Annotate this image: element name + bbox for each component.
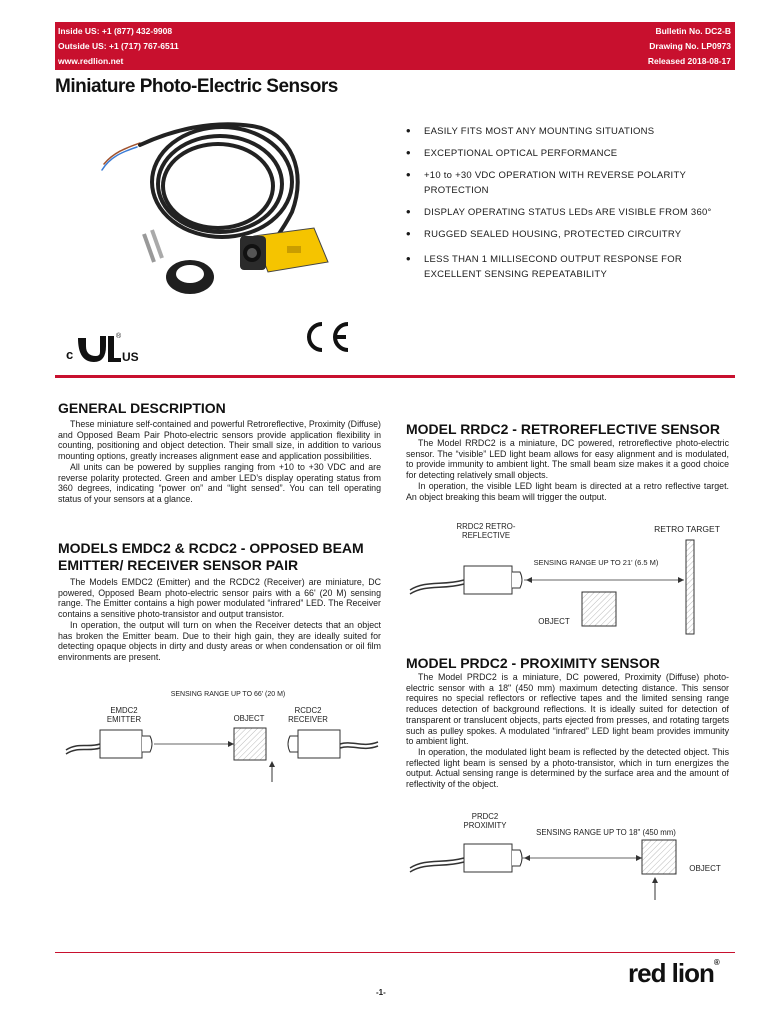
sensor-product-photo [92, 112, 352, 308]
section-divider [55, 375, 735, 378]
feature-item: • +10 to +30 VDC OPERATION WITH REVERSE POLARITY PROTECTION [406, 168, 736, 198]
retroreflective-diagram [406, 520, 736, 640]
ul-listed-logo [66, 328, 166, 368]
retroreflective-heading: MODEL RRDC2 - RETROREFLECTIVE SENSOR [406, 421, 720, 437]
general-description-text: These miniature self-contained and powerful Retroreflective, Proximity (Diffuse) and Opposed Beam Pair Photo-electric sensors provide application flexibility in counting, positioning and object detection. Their small size, in addition to various mounting options, greatly increases alignment ease and application possibilities. All units can be powered by supplies ranging from +10 to +30 VDC and are reverse polarity protected. Green and amber LED’s display operating status from 360 degrees, indicating “power on” and “light sensed”. You can tell operating status of your sensors at a glance. [58, 419, 381, 504]
proximity-drawing [406, 808, 736, 904]
feature-item: • LESS THAN 1 MILLISECOND OUTPUT RESPONSE FOR EXCELLENT SENSING REPEATABILITY [406, 252, 736, 282]
page-number: -1- [376, 988, 386, 997]
feature-item: • RUGGED SEALED HOUSING, PROTECTED CIRCUITRY [406, 227, 736, 242]
svg-text:c: c [66, 347, 74, 362]
prdc2-label: PRDC2 PROXIMITY [463, 812, 507, 830]
retro-target-label: RETRO TARGET [654, 524, 720, 534]
bulletin-number: Bulletin No. DC2-B [655, 26, 731, 36]
prox-range-label: SENSING RANGE UP TO 18" (450 mm) [536, 828, 676, 837]
opposed-beam-diagram [58, 690, 388, 782]
mounting-nut [166, 260, 214, 294]
emitter-label: EMDC2 EMITTER [106, 706, 142, 724]
receiver-label: RCDC2 RECEIVER [288, 706, 328, 724]
phone-outside-us: Outside US: +1 (717) 767-6511 [58, 41, 179, 51]
footer-divider [55, 952, 735, 953]
opposed-beam-text: The Models EMDC2 (Emitter) and the RCDC2 (Receiver) are miniature, DC powered, Opposed Beam photo-electric sensor pairs with a 66' (20 M) sensing range. The Emitter contains a high power modulated “infrared” LED. The Receiver contains a sensitive photo-transistor and output transistor. In operation, the output will turn on when the Receiver detects that an object has broken the Emitter beam. Due to their high gain, they are ideally suited for detecting opaque objects in dirty and dusty areas or when condensation or oil film environments are present. [58, 577, 381, 662]
ce-mark [302, 320, 354, 354]
feature-item: • EASILY FITS MOST ANY MOUNTING SITUATIONS [406, 124, 736, 139]
feature-item: • DISPLAY OPERATING STATUS LEDs ARE VISIBLE FROM 360° [406, 205, 736, 220]
svg-text:US: US [122, 350, 139, 364]
phone-us: Inside US: +1 (877) 432-9908 [58, 26, 173, 36]
proximity-heading: MODEL PRDC2 - PROXIMITY SENSOR [406, 655, 660, 671]
brand-name: red lion [628, 958, 714, 988]
retro-range-label: SENSING RANGE UP TO 21' (6.5 M) [533, 558, 659, 567]
release-date: Released 2018-08-17 [647, 56, 731, 66]
red-lion-logo: red lion® [628, 958, 719, 988]
rrdc2-label: RRDC2 RETRO- REFLECTIVE [456, 522, 516, 540]
prox-object-label: OBJECT [689, 864, 721, 873]
feature-list [406, 124, 736, 289]
mounting-screws [144, 230, 162, 262]
header-bar [55, 22, 735, 70]
opposed-beam-drawing [58, 690, 388, 782]
svg-text:®: ® [116, 333, 122, 340]
object-label: OBJECT [233, 714, 265, 723]
website-link[interactable]: www.redlion.net [58, 56, 124, 66]
page-title: Miniature Photo-Electric Sensors [55, 76, 338, 97]
drawing-number: Drawing No. LP0973 [649, 41, 731, 51]
sensor-housing [240, 228, 328, 272]
retro-object-label: OBJECT [538, 617, 570, 626]
proximity-text: The Model PRDC2 is a miniature, DC powered, Proximity (Diffuse) photo-electric sensor with a 18" (450 mm) maximum detecting distance. This sensor requires no special reflectors or reflective tapes and the limited sensing range reduces detection of background reflections. It is ideally suited for detection of transparent or translucent objects, parts ejected from presses, and rotating targets such as pulley spokes. A modulated “infrared” LED light beam provides immunity to ambient light. In operation, the modulated light beam is reflected by the detected object. This reflected light beam is sensed by a photo-transistor, which in turn energizes the output. Actual sensing range is determined by the surface area and the amount of reflectivity of the object. [406, 672, 729, 790]
retroreflective-drawing [406, 520, 736, 640]
general-description-heading: GENERAL DESCRIPTION [58, 400, 226, 416]
retroreflective-text: The Model RRDC2 is a miniature, DC powered, retroreflective photo-electric sensor. The “visible” LED light beam allows for easy alignment and is modulated, to provide immunity to ambient light. The small beam size makes it a good choice for detecting relatively small objects. In operation, the visible LED light beam is directed at a retro reflective target. An object breaking this beam will trigger the output. [406, 438, 729, 502]
range-label: SENSING RANGE UP TO 66' (20 M) [170, 691, 286, 698]
feature-item: • EXCEPTIONAL OPTICAL PERFORMANCE [406, 146, 736, 161]
opposed-beam-heading: MODELS EMDC2 & RCDC2 - OPPOSED BEAM EMITTER/ RECEIVER SENSOR PAIR [58, 540, 364, 573]
proximity-diagram [406, 808, 736, 904]
